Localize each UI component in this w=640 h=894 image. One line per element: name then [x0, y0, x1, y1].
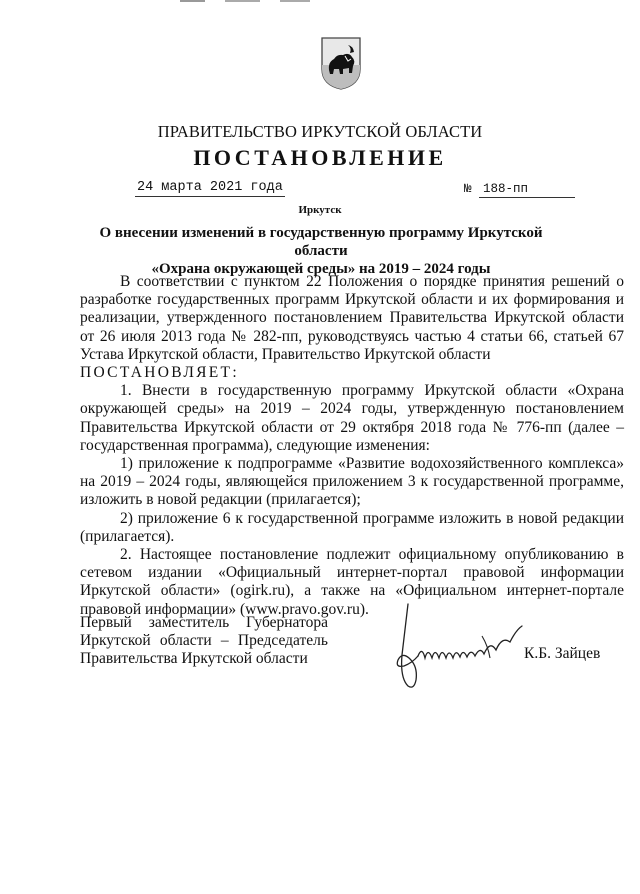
document-body [80, 273, 624, 619]
item-2-paragraph: 2. Настоящее постановление подлежит официальному опубликованию в сетевом издании «Официальный интернет-портал правовой информации Иркутской области» (ogirk.ru), а также на «Официальном интернет-портале правовой информации» (www.pravo.gov.ru). [80, 546, 624, 618]
government-name: ПРАВИТЕЛЬСТВО ИРКУТСКОЙ ОБЛАСТИ [157, 122, 483, 141]
preamble-paragraph: В соответствии с пунктом 22 Положения о порядке принятия решений о разработке государственных программ Иркутской области и их формирования и реализации, утвержденного постановлением Правительства Иркутской области от 26 июля 2013 года № 282-пп, руководствуясь частью 4 статьи 66, статьей 67 Устава Иркутской области, Правительство Иркутской области [80, 273, 624, 363]
number-prefix: № [464, 182, 472, 196]
document-number [464, 182, 575, 198]
item-1-1-paragraph: 1) приложение к подпрограмме «Развитие водохозяйственного комплекса» на 2019 – 2024 годы, являющейся приложением 3 к государственной программе, изложить в новой редакции (прилагается); [80, 455, 624, 509]
coat-of-arms-icon [319, 35, 363, 91]
document-subject [80, 224, 562, 278]
signature-image [378, 600, 528, 692]
subject-line-1: О внесении изменений в государственную программу Иркутской области [99, 225, 543, 259]
document-type: ПОСТАНОВЛЕНИЕ [193, 145, 447, 170]
scan-edge-mark [180, 0, 330, 4]
document-date [135, 180, 285, 195]
subject-line-2: «Охрана окружающей среды» на 2019 – 2024 годы [151, 261, 491, 277]
signer-line-2: Иркутской области – Председатель [80, 632, 328, 650]
signer-line-3: Правительства Иркутской области [80, 650, 308, 668]
city-name: Иркутск [298, 204, 342, 216]
item-1-2-paragraph: 2) приложение 6 к государственной программе изложить в новой редакции (прилагается). [80, 509, 624, 545]
item-1-paragraph: 1. Внести в государственную программу Иркутской области «Охрана окружающей среды» на 2019 – 2024 годы, утвержденную постановлением Правительства Иркутской области от 29 октября 2018 года № 776-пп (далее – государственная программа), следующие изменения: [80, 382, 624, 454]
signer-title [80, 614, 328, 669]
signer-line-1: Первый заместитель Губернатора [80, 614, 328, 631]
date-value: 24 марта 2021 года [137, 180, 283, 195]
resolves-heading: ПОСТАНОВЛЯЕТ: [80, 364, 239, 382]
number-value: 188-пп [479, 182, 575, 198]
signer-name: К.Б. Зайцев [524, 645, 601, 662]
